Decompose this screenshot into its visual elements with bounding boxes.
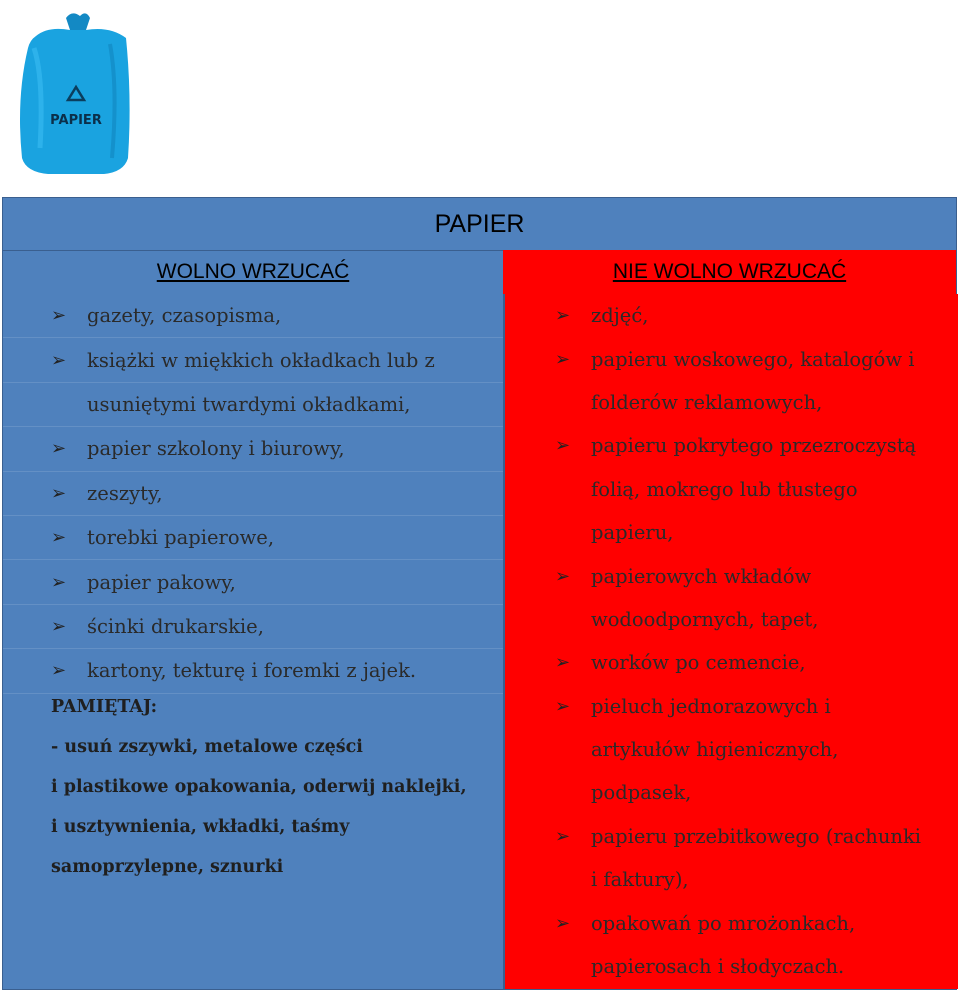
list-item (503, 598, 956, 641)
list-item-text: folią, mokrego lub tłustego (591, 477, 858, 501)
list-item-text: papieru, (591, 521, 674, 545)
list-item (503, 294, 956, 337)
list-item (503, 424, 956, 467)
list-item-text: opakowań po mrożonkach, (591, 911, 856, 935)
list-item (503, 945, 956, 988)
arrowhead-bullet-icon: ➢ (51, 660, 67, 682)
allowed-list (3, 294, 503, 694)
arrowhead-bullet-icon: ➢ (555, 435, 571, 457)
list-item (503, 468, 956, 511)
arrowhead-bullet-icon: ➢ (555, 695, 571, 717)
list-item-text: usuniętymi twardymi okładkami, (87, 392, 411, 416)
forbidden-list (503, 294, 956, 988)
arrowhead-bullet-icon: ➢ (51, 349, 67, 371)
list-item (3, 338, 503, 382)
arrowhead-bullet-icon: ➢ (555, 652, 571, 674)
list-item-text: worków po cemencie, (591, 651, 806, 675)
list-item-text: torebki papierowe, (87, 526, 275, 550)
list-item-text: papier pakowy, (87, 570, 236, 594)
list-item (3, 294, 503, 338)
list-item-text: papieru przebitkowego (rachunki (591, 824, 922, 848)
list-item-text: wodoodpornych, tapet, (591, 607, 819, 631)
list-item (3, 605, 503, 649)
arrowhead-bullet-icon: ➢ (555, 305, 571, 327)
list-item (3, 472, 503, 516)
reminder-note (51, 687, 501, 887)
list-item-text: papierowych wkładów (591, 564, 812, 588)
arrowhead-bullet-icon: ➢ (555, 912, 571, 934)
paper-recycling-bag-icon (14, 8, 140, 178)
list-item (503, 641, 956, 684)
allowed-header: WOLNO WRZUCAĆ (156, 260, 350, 283)
list-item-text: książki w miękkich okładkach lub z (87, 348, 435, 372)
note-heading: PAMIĘTAJ: (51, 697, 158, 717)
list-item-text: ścinki drukarskie, (87, 614, 264, 638)
list-item-text: papier szkolony i biurowy, (87, 437, 345, 461)
forbidden-header: NIE WOLNO WRZUCAĆ (503, 250, 956, 294)
arrowhead-bullet-icon: ➢ (51, 482, 67, 504)
arrowhead-bullet-icon: ➢ (51, 438, 67, 460)
list-item-text: zeszyty, (87, 481, 163, 505)
list-item (503, 511, 956, 554)
arrowhead-bullet-icon: ➢ (555, 348, 571, 370)
bag-label: PAPIER (50, 113, 102, 128)
sorting-table (2, 197, 957, 990)
list-item-text: gazety, czasopisma, (87, 304, 282, 328)
list-item (503, 858, 956, 901)
arrowhead-bullet-icon: ➢ (51, 571, 67, 593)
list-item-text: zdjęć, (591, 304, 649, 328)
list-item-text: artykułów higienicznych, (591, 738, 839, 762)
list-item (503, 901, 956, 944)
list-item-text: podpasek, (591, 781, 692, 805)
list-item-text: kartony, tekturę i foremki z jajek. (87, 659, 417, 683)
list-item (3, 383, 503, 427)
list-item (3, 427, 503, 471)
list-item (3, 516, 503, 560)
note-line: i usztywnienia, wkładki, taśmy (51, 817, 350, 837)
list-item (503, 728, 956, 771)
note-line: - usuń zszywki, metalowe części (51, 737, 363, 757)
list-item (503, 685, 956, 728)
list-item-text: i faktury), (591, 868, 689, 892)
list-item (3, 560, 503, 604)
list-item-text: papierosach i słodyczach. (591, 955, 845, 979)
arrowhead-bullet-icon: ➢ (555, 565, 571, 587)
list-item (503, 771, 956, 814)
list-item (503, 337, 956, 380)
arrowhead-bullet-icon: ➢ (51, 305, 67, 327)
note-line: i plastikowe opakowania, oderwij naklejki, (51, 777, 467, 797)
list-item-text: papieru pokrytego przezroczystą (591, 434, 917, 458)
table-title: PAPIER (3, 198, 956, 251)
arrowhead-bullet-icon: ➢ (555, 825, 571, 847)
list-item-text: folderów reklamowych, (591, 390, 823, 414)
arrowhead-bullet-icon: ➢ (51, 615, 67, 637)
arrowhead-bullet-icon: ➢ (51, 527, 67, 549)
list-item-text: pieluch jednorazowych i (591, 694, 831, 718)
list-item-text: papieru woskowego, katalogów i (591, 347, 915, 371)
list-item (503, 554, 956, 597)
list-item (503, 815, 956, 858)
note-line: samoprzylepne, sznurki (51, 857, 284, 877)
list-item (503, 381, 956, 424)
